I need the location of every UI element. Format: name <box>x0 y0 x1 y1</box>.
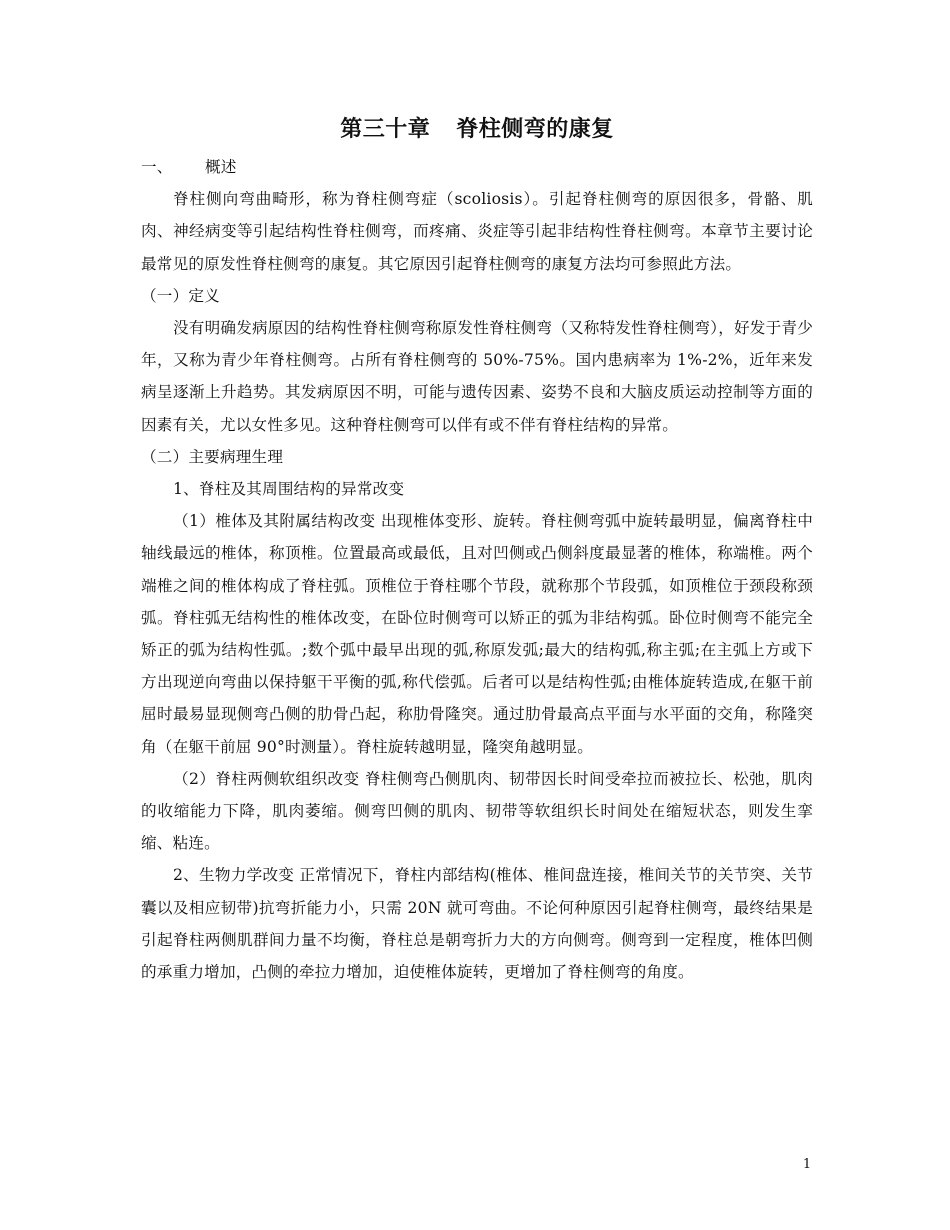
section-number: 一、 <box>141 158 173 176</box>
subsection-1-item-1: （1）椎体及其附属结构改变 出现椎体变形、旋转。脊柱侧弯弧中旋转最明显，偏离脊柱中轴线最远的椎体，称顶椎。位置最高或最低，且对凹侧或凸侧斜度最显著的椎体，称端椎。两个端椎之间的椎体构成了脊柱弧。顶椎位于脊柱哪个节段，就称那个节段弧，如顶椎位于颈段称颈弧。脊柱弧无结构性的椎体改变，在卧位时侧弯可以矫正的弧为非结构弧。卧位时侧弯不能完全矫正的弧为结构性弧。;数个弧中最早出现的弧,称原发弧;最大的结构弧,称主弧;在主弧上方或下方出现逆向弯曲以保持躯干平衡的弧,称代偿弧。后者可以是结构性弧;由椎体旋转造成,在躯干前屈时最易显现侧弯凸侧的肋骨凸起，称肋骨隆突。通过肋骨最高点平面与水平面的交角，称隆突角（在躯干前屈 90°时测量）。脊柱旋转越明显，隆突角越明显。 <box>141 512 813 756</box>
pathology-heading: （二）主要病理生理 <box>141 447 284 466</box>
section-heading-overview <box>141 151 813 183</box>
chapter-title <box>141 113 813 147</box>
page-number: 1 <box>802 1157 812 1172</box>
page-content <box>141 113 813 988</box>
chapter-name: 脊柱侧弯的康复 <box>456 117 614 142</box>
subsection-heading-1: 1、脊柱及其周围结构的异常改变 <box>173 480 405 499</box>
subsection-1-item-2: （2）脊柱两侧软组织改变 脊柱侧弯凸侧肌肉、韧带因长时间受牵拉而被拉长、松弛，肌肉的收缩能力下降，肌肉萎缩。侧弯凹侧的肌肉、韧带等软组织长时间处在缩短状态，则发生挛缩、粘连。 <box>141 769 813 853</box>
chapter-number: 第三十章 <box>340 117 431 142</box>
overview-paragraph: 脊柱侧向弯曲畸形，称为脊柱侧弯症（scoliosis）。引起脊柱侧弯的原因很多，骨骼、肌肉、神经病变等引起结构性脊柱侧弯，而疼痛、炎症等引起非结构性脊柱侧弯。本章节主要讨论最常见的原发性脊柱侧弯的康复。其它原因引起脊柱侧弯的康复方法均可参照此方法。 <box>141 190 813 273</box>
definition-paragraph: 没有明确发病原因的结构性脊柱侧弯称原发性脊柱侧弯（又称特发性脊柱侧弯），好发于青少年，又称为青少年脊柱侧弯。占所有脊柱侧弯的 50%-75%。国内患病率为 1%-2%，近年来发病呈逐渐上升趋势。其发病原因不明，可能与遗传因素、姿势不良和大脑皮质运动控制等方面的因素有关，尤以女性多见。这种脊柱侧弯可以伴有或不伴有脊柱结构的异常。 <box>141 319 813 434</box>
section-label: 概述 <box>205 158 237 176</box>
subsection-2-paragraph: 2、生物力学改变 正常情况下，脊柱内部结构(椎体、椎间盘连接，椎间关节的关节突、关节囊以及相应韧带)抗弯折能力小，只需 20N 就可弯曲。不论何种原因引起脊柱侧弯，最终结果是引起脊柱两侧肌群间力量不均衡，脊柱总是朝弯折力大的方向侧弯。侧弯到一定程度，椎体凹侧的承重力增加，凸侧的牵拉力增加，迫使椎体旋转，更增加了脊柱侧弯的角度。 <box>141 866 813 982</box>
definition-heading: （一）定义 <box>141 286 220 305</box>
